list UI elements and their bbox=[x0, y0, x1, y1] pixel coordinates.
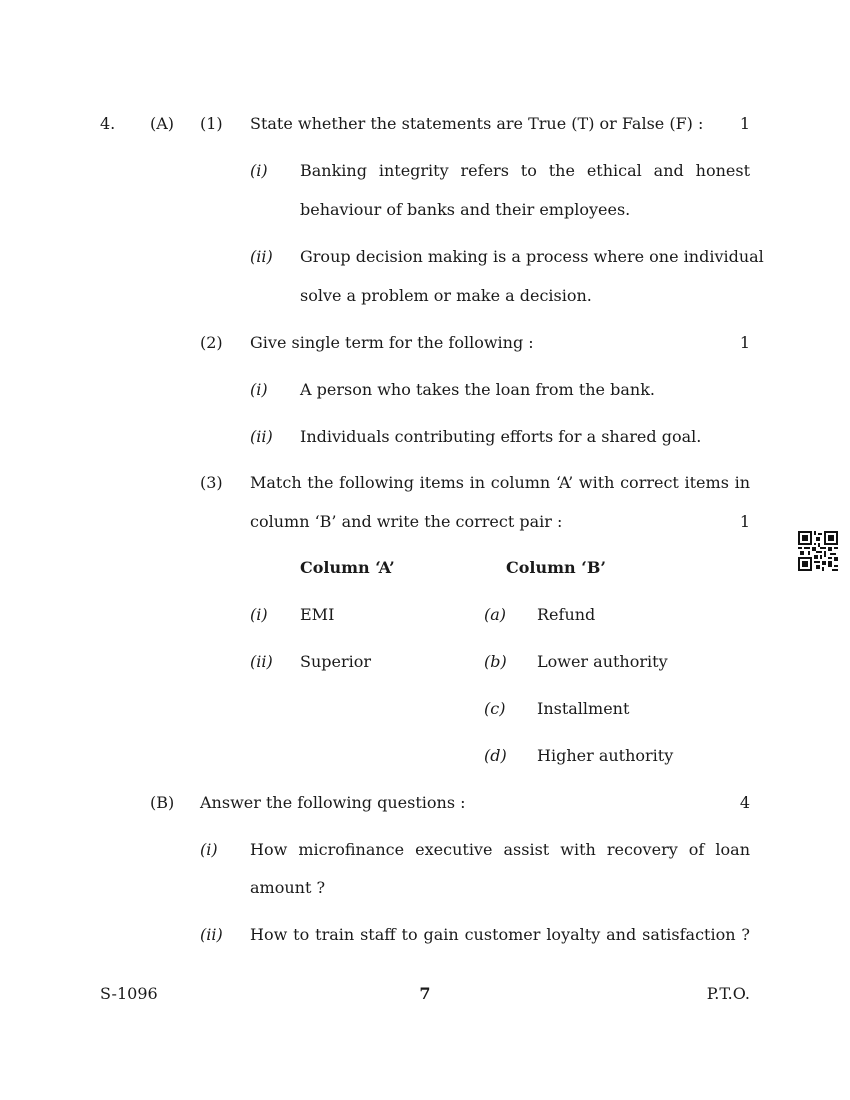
sub2-item1-label: (i) bbox=[250, 380, 268, 399]
sub1-item2-label: (ii) bbox=[250, 247, 273, 266]
part-b-item1-label: (i) bbox=[200, 840, 218, 859]
col-b-item1-label: (a) bbox=[484, 605, 507, 624]
col-a-item2-label: (ii) bbox=[250, 652, 273, 671]
col-b-item2-label: (b) bbox=[484, 652, 507, 671]
part-b-item1-line2: amount ? bbox=[250, 878, 326, 897]
sub2-prompt: Give single term for the following : bbox=[250, 333, 534, 352]
col-b-item2-text: Lower authority bbox=[537, 652, 668, 671]
part-a-label: (A) bbox=[150, 114, 175, 133]
sub1-item1-line2: behaviour of banks and their employees. bbox=[300, 200, 631, 219]
col-a-item2-text: Superior bbox=[300, 652, 372, 671]
sub1-item1-line1: Banking integrity refers to the ethical and honest bbox=[300, 161, 750, 180]
paper-code: S-1096 bbox=[100, 984, 158, 1003]
col-b-item3-text: Installment bbox=[537, 699, 630, 718]
col-b-item4-text: Higher authority bbox=[537, 746, 674, 765]
sub3-label: (3) bbox=[200, 473, 223, 492]
part-b-item1-line1: How microfinance executive assist with recovery of loan bbox=[250, 840, 750, 859]
sub2-item2-text: Individuals contributing efforts for a shared goal. bbox=[300, 427, 702, 446]
col-a-item1-label: (i) bbox=[250, 605, 268, 624]
col-b-item1-text: Refund bbox=[537, 605, 596, 624]
sub1-prompt: State whether the statements are True (T) or False (F) : bbox=[250, 114, 704, 133]
col-a-item1-text: EMI bbox=[300, 605, 335, 624]
question-number: 4. bbox=[100, 114, 116, 133]
column-b-header: Column ‘B’ bbox=[506, 558, 606, 577]
sub2-label: (2) bbox=[200, 333, 223, 352]
sub2-item1-text: A person who takes the loan from the bank. bbox=[300, 380, 655, 399]
part-b-item2-line1: How to train staff to gain customer loyalty and satisfaction ? bbox=[250, 925, 750, 944]
sub1-item2-line1: Group decision making is a process where one individual bbox=[300, 247, 764, 266]
sub1-marks: 1 bbox=[739, 114, 750, 133]
sub3-line1: Match the following items in column ‘A’ with correct items in bbox=[250, 473, 750, 492]
part-b-item2-label: (ii) bbox=[200, 925, 223, 944]
sub1-item2-line2: solve a problem or make a decision. bbox=[300, 286, 592, 305]
column-a-header: Column ‘A’ bbox=[300, 558, 395, 577]
page-number: 7 bbox=[419, 984, 431, 1003]
sub2-marks: 1 bbox=[739, 333, 750, 352]
pto-label: P.T.O. bbox=[706, 984, 750, 1003]
sub2-item2-label: (ii) bbox=[250, 427, 273, 446]
col-b-item3-label: (c) bbox=[484, 699, 506, 718]
part-b-prompt: Answer the following questions : bbox=[200, 793, 466, 812]
sub3-marks: 1 bbox=[739, 512, 750, 531]
qr-code-icon bbox=[798, 531, 838, 571]
part-b-label: (B) bbox=[150, 793, 175, 812]
sub1-item1-label: (i) bbox=[250, 161, 268, 180]
col-b-item4-label: (d) bbox=[484, 746, 507, 765]
sub1-label: (1) bbox=[200, 114, 223, 133]
part-b-marks: 4 bbox=[739, 793, 750, 812]
sub3-line2: column ‘B’ and write the correct pair : bbox=[250, 512, 563, 531]
